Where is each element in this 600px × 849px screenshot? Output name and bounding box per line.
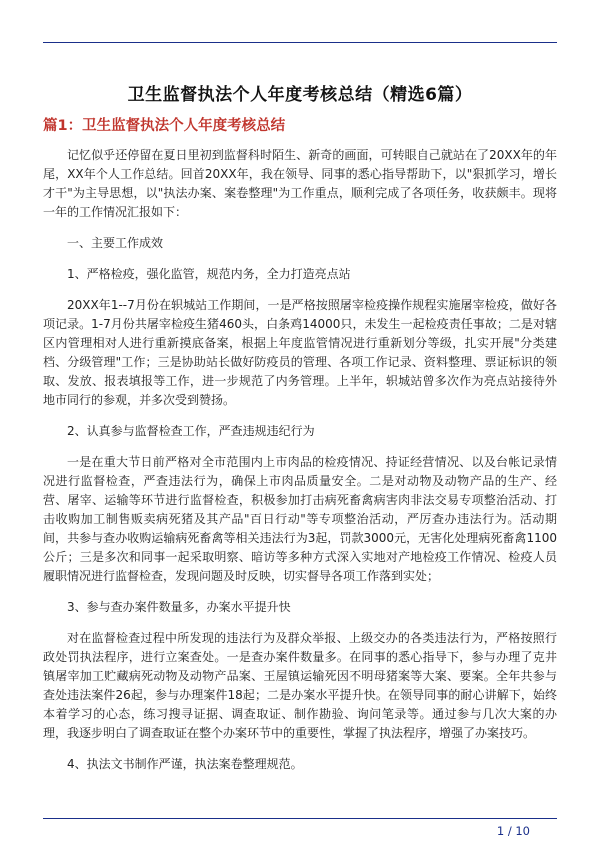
- header-rule: [43, 42, 557, 43]
- paragraph-2: 一是在重大节日前严格对全市范围内上市肉品的检疫情况、持证经营情况、以及台帐记录情况进行监督检查，严查违法行为，确保上市肉品质量安全。二是对动物及动物产品的生产、经营、屠宰、运输等环节进行监督检查，积极参加打击病死畜禽病害肉非法交易专项整治活动、打击收购加工制售贩卖病死猪及其产品"百日行动"等专项整治活动，严厉查办违法行为。活动期间，共参与查办收购运输病死畜禽等相关违法行为3起，罚款3000元，无害化处理病死畜禽1100公斤；三是多次和同事一起采取明察、暗访等多种方式深入实地对产地检疫工作情况、检疫人员履职情况进行监督检查，发现问题及时反映，切实督导各项工作落到实处；: [43, 455, 557, 583]
- subheading-4: 4、执法文书制作严谨，执法案卷整理规范。: [67, 757, 303, 771]
- subheading-2: 2、认真参与监督检查工作，严查违规违纪行为: [67, 424, 315, 438]
- paragraph-3: 对在监督检查过程中所发现的违法行为及群众举报、上级交办的各类违法行为，严格按照行政处罚执法程序，进行立案查处。一是查办案件数量多。在同事的悉心指导下，参与办理了克井镇屠宰加工贮藏病死动物及动物产品案、王屋镇运输死因不明母猪案等大案、要案。全年共参与查处违法案件26起，参与办理案件18起；二是办案水平提升快。在领导同事的耐心讲解下，始终本着学习的心态，练习搜寻证据、调查取证、制作勘验、询问笔录等。通过参与几次大案的办理，我逐步明白了调查取证在整个办案环节中的重要性，掌握了执法程序，增强了办案技巧。: [43, 631, 557, 740]
- section-heading: 篇1：卫生监督执法个人年度考核总结: [43, 118, 286, 134]
- paragraph-1: 20XX年1--7月份在轵城站工作期间，一是严格按照屠宰检疫操作规程实施屠宰检疫，做好各项记录。1-7月份共屠宰检疫生猪460头，白条鸡14000只，未发生一起检疫责任事故；二是对辖区内管理相对人进行重新摸底备案，根据上年度监管情况进行重新划分等级，扎实开展"分类建档、分级管理"工作；三是协助站长做好防疫员的管理、各项工作记录、资料整理、票证标识的领取、发放、报表填报等工作，进一步规范了内务管理。上半年，轵城站曾多次作为亮点站接待外地市同行的参观，并多次受到赞扬。: [43, 298, 557, 407]
- document-title: 卫生监督执法个人年度考核总结（精选6篇）: [127, 85, 473, 105]
- subheading-1: 1、严格检疫，强化监管，规范内务，全力打造亮点站: [67, 267, 351, 281]
- subheading-3: 3、参与查办案件数量多，办案水平提升快: [67, 600, 291, 614]
- footer-rule: [43, 818, 557, 819]
- document-body: [43, 146, 557, 786]
- page-number: 1 / 10: [496, 824, 530, 838]
- paragraph-intro: 记忆似乎还停留在夏日里初到监督科时陌生、新奇的画面，可转眼自己就站在了20XX年的年尾，XX年个人工作总结。回首20XX年，我在领导、同事的悉心指导帮助下，以"狠抓学习，增长才干"为主导思想，以"执法办案、案卷整理"为工作重点，顺利完成了各项任务，收获颇丰。现将一年的工作情况汇报如下：: [43, 148, 557, 219]
- heading-main-achievements: 一、主要工作成效: [67, 236, 164, 250]
